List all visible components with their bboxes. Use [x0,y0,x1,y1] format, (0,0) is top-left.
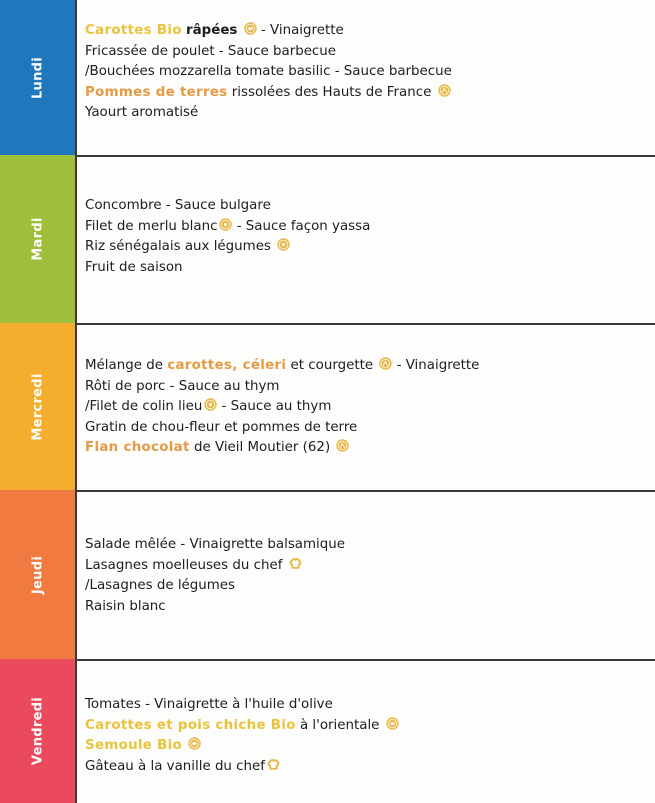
dish-text: Riz sénégalais aux légumes [85,239,276,254]
chef-icon [289,557,302,570]
day-divider [77,659,655,661]
day-label: Jeudi [30,555,45,594]
dish-list [85,196,651,278]
local-icon [336,439,349,452]
dish-text: Tomates - Vinaigrette à l'huile d'olive [85,697,333,712]
day-divider [77,155,655,157]
label-icon [204,398,217,411]
dish-text: Mélange de [85,358,168,373]
day-tab-vendredi [0,659,77,803]
label-icon [219,218,232,231]
day-jeudi [0,490,655,659]
day-tab-jeudi [0,490,77,659]
dish-list [85,21,651,124]
dish-line [85,196,651,217]
dish-line [85,438,651,459]
bio-icon [386,717,399,730]
local-icon [438,84,451,97]
dish-text: et courgette [286,358,378,373]
day-divider [77,490,655,492]
day-divider [77,323,655,325]
dish-list [85,356,651,459]
dish-line [85,576,651,597]
dish-line [85,716,651,737]
highlighted-ingredient: Pommes de terres [85,84,228,100]
day-tab-mardi [0,155,77,323]
dish-text: Fruit de saison [85,259,183,275]
label-icon [277,238,290,251]
dish-line [85,597,651,618]
dish-text: Yaourt aromatisé [85,105,199,120]
dish-text: - Sauce façon yassa [232,218,371,234]
highlighted-ingredient: Semoule Bio [85,738,183,753]
dish-line [85,397,651,418]
highlighted-ingredient: Carottes et pois chiche Bio [85,717,296,733]
dish-text [237,23,241,38]
dish-line [85,62,651,83]
day-tab-lundi [0,0,77,155]
dish-line [85,356,651,377]
dish-line [85,695,651,716]
dish-text: /Filet de colin lieu [85,399,203,414]
bio-icon [188,737,201,750]
dish-line [85,258,651,279]
dish-text: /Bouchées mozzarella tomate basilic - Sauce barbecue [85,64,452,79]
dish-line [85,556,651,577]
highlighted-ingredient: carottes, céleri [167,358,287,373]
day-label: Lundi [30,56,45,99]
day-vendredi [0,659,655,803]
day-label: Mardi [30,217,45,261]
highlighted-ingredient: Carottes Bio [85,23,182,38]
dish-line [85,103,651,124]
day-mercredi [0,323,655,490]
dish-line [85,418,651,439]
dish-text: Gratin de chou-fleur et pommes de terre [85,419,358,435]
dish-text: Rôti de porc - Sauce au thym [85,378,280,394]
dish-text: Raisin blanc [85,598,166,614]
dish-text: - Vinaigrette [392,358,480,373]
highlighted-ingredient: Flan chocolat [85,440,190,455]
dish-text: de Vieil Moutier (62) [189,440,335,455]
dish-text: Fricassée de poulet - Sauce barbecue [85,43,337,59]
dish-text: - Sauce au thym [217,399,332,414]
dish-line [85,217,651,238]
dish-text: /Lasagnes de légumes [85,578,236,593]
dish-text: rissolées des Hauts de France [227,84,436,100]
day-tab-mercredi [0,323,77,490]
day-mardi [0,155,655,323]
dish-text: Lasagnes moelleuses du chef [85,557,287,573]
dish-line [85,535,651,556]
dish-line [85,237,651,258]
dish-line [85,42,651,63]
local-icon [379,357,392,370]
dish-line [85,83,651,104]
dish-list [85,535,651,617]
dish-text: Gâteau à la vanille du chef [85,758,265,774]
dish-text: râpées [186,23,238,38]
dish-text: Concombre - Sauce bulgare [85,198,271,213]
day-label: Mercredi [30,372,45,441]
dish-text [182,738,186,753]
dish-text: - Vinaigrette [256,23,344,38]
day-lundi [0,0,655,155]
chef-icon [267,758,280,771]
bio-icon [244,22,257,35]
dish-text: Salade mêlée - Vinaigrette balsamique [85,537,345,552]
dish-list [85,695,651,777]
dish-line [85,21,651,42]
dish-line [85,757,651,778]
dish-line [85,736,651,757]
dish-line [85,377,651,398]
dish-text: à l'orientale [295,717,384,733]
dish-text: Filet de merlu blanc [85,218,218,234]
day-label: Vendredi [30,696,45,766]
